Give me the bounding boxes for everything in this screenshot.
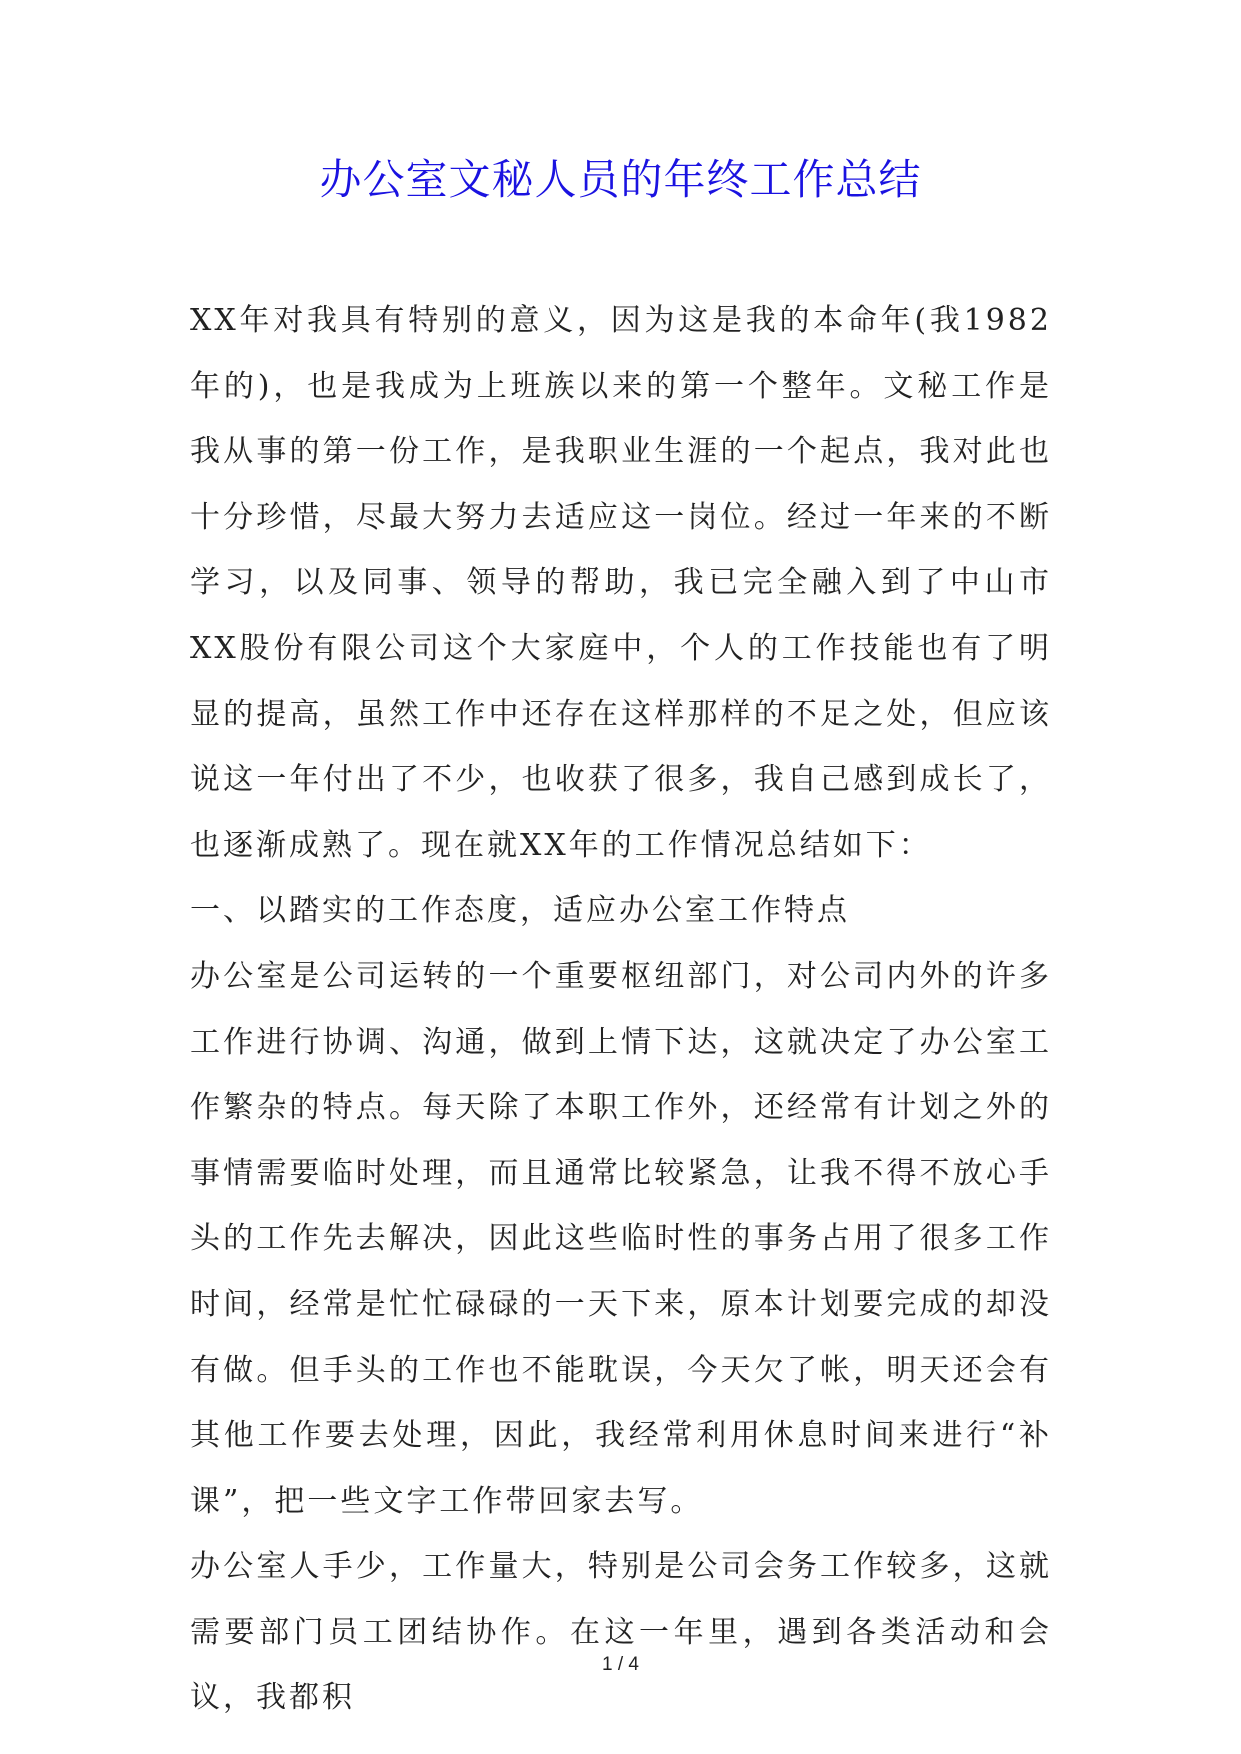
document-body <box>190 288 1052 1731</box>
paragraph-teamwork: 办公室人手少，工作量大，特别是公司会务工作较多，这就需要部门员工团结协作。在这一年里，遇到各类活动和会议，我都积 <box>190 1549 1052 1716</box>
page-number: 1 / 4 <box>602 1654 639 1675</box>
paragraph-intro: XX年对我具有特别的意义，因为这是我的本命年(我1982年的)，也是我成为上班族以来的第一个整年。文秘工作是我从事的第一份工作，是我职业生涯的一个起点，我对此也十分珍惜，尽最大努力去适应这一岗位。经过一年来的不断学习，以及同事、领导的帮助，我已完全融入到了中山市XX股份有限公司这个大家庭中，个人的工作技能也有了明显的提高，虽然工作中还存在这样那样的不足之处，但应该说这一年付出了不少，也收获了很多，我自己感到成长了，也逐渐成熟了。现在就XX年的工作情况总结如下： <box>190 303 1052 863</box>
section-heading-1: 一、以踏实的工作态度，适应办公室工作特点 <box>190 893 850 929</box>
paragraph-office-work: 办公室是公司运转的一个重要枢纽部门，对公司内外的许多工作进行协调、沟通，做到上情下达，这就决定了办公室工作繁杂的特点。每天除了本职工作外，还经常有计划之外的事情需要临时处理，而且通常比较紧急，让我不得不放心手头的工作先去解决，因此这些临时性的事务占用了很多工作时间，经常是忙忙碌碌的一天下来，原本计划要完成的却没有做。但手头的工作也不能耽误，今天欠了帐，明天还会有其他工作要去处理，因此，我经常利用休息时间来进行“补课”，把一些文字工作带回家去写。 <box>190 958 1052 1519</box>
document-title: 办公室文秘人员的年终工作总结 <box>319 155 922 204</box>
